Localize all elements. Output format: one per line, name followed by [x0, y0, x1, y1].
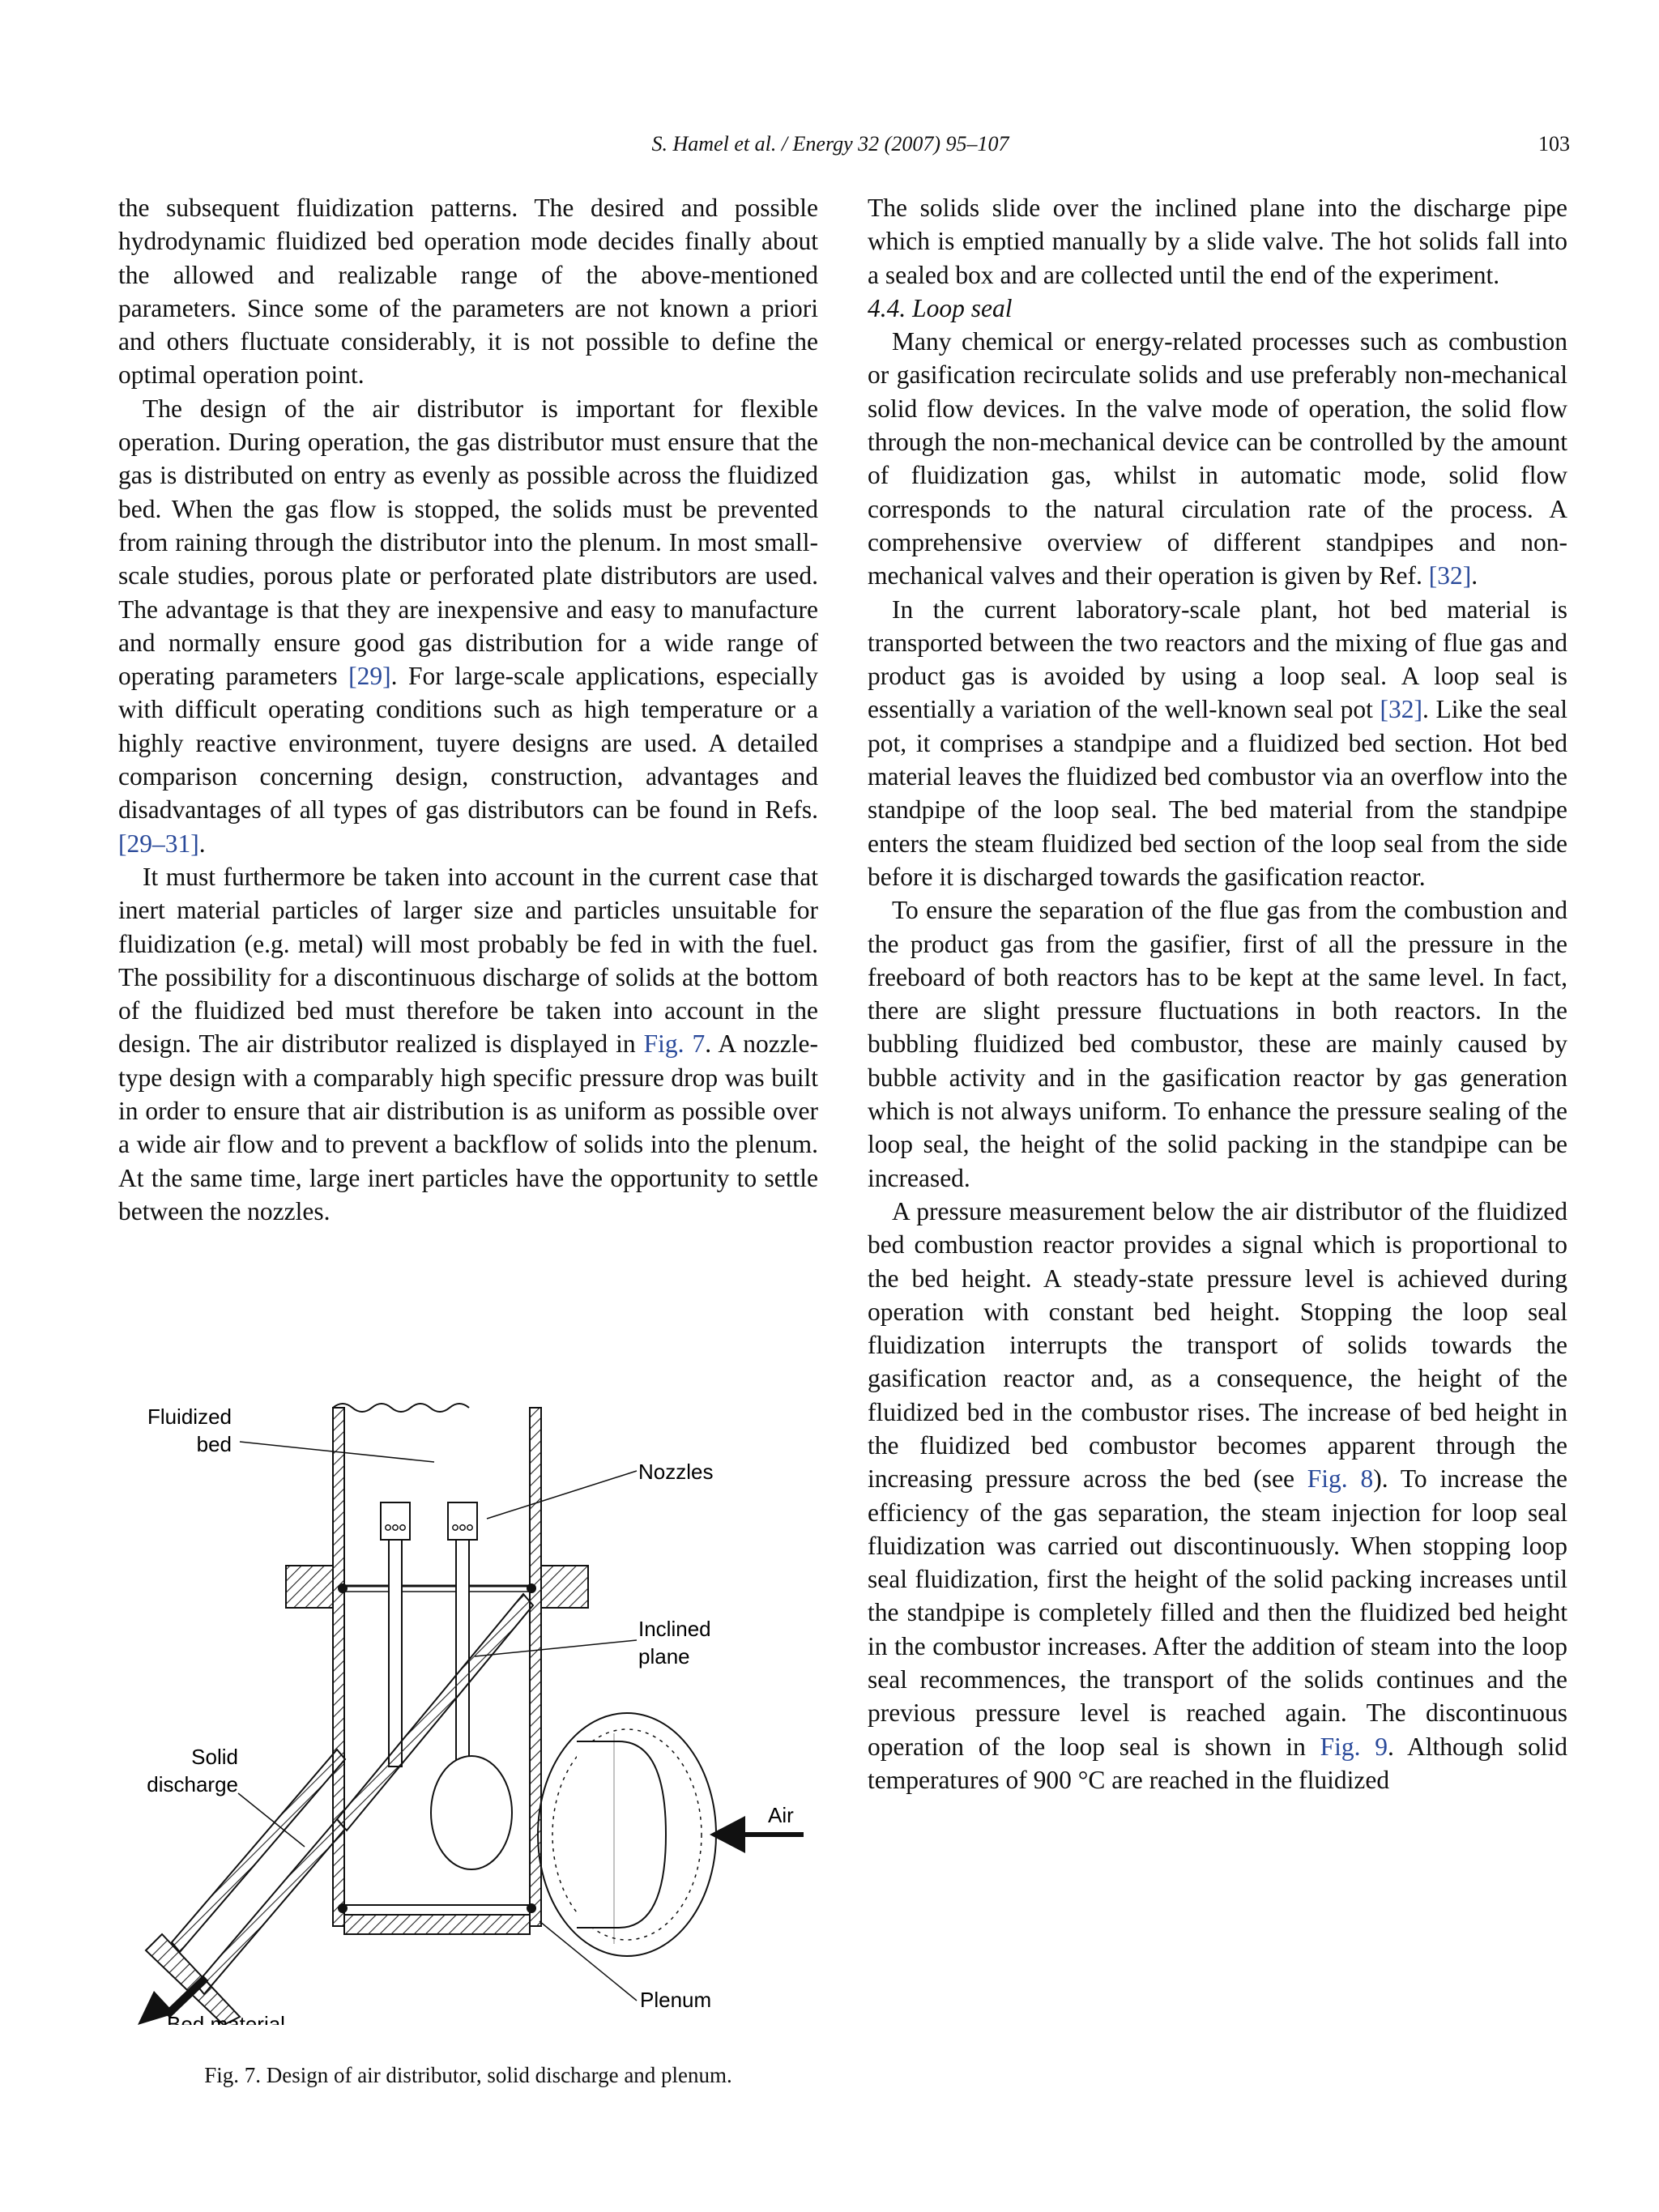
- right-paragraph-5: A pressure measurement below the air distributor of the fluidized bed combustion reactor provides a signal which is proportional to the bed height. A steady-state pressure level is achieved during operation with constant bed height. Stopping the loop seal fluidization interrupts the transport of solids towards the gasification reactor and, as a consequence, the height of the fluidized bed in the combustor rises. The increase of bed height in the fluidized bed combustor becomes apparent through the increasing pressure across the bed (see Fig. 8). To increase the efficiency of the gas separation, the steam injection for loop seal fluidization was carried out discontinuously. When stopping loop seal fluidization, first the height of the solid packing increases until the standpipe is completely filled and then the fluidized bed height in the combustor increases. After the addition of steam into the loop seal recommences, the transport of the solids continues and the previous pressure level is reached again. The discontinuous operation of the loop seal is shown in Fig. 9. Although solid temperatures of 900 °C are reached in the fluidized: [868, 1196, 1567, 1794]
- label-solid: Solid: [191, 1745, 238, 1769]
- page-number: 103: [1538, 132, 1570, 156]
- right-column: [868, 191, 1567, 1796]
- left-reactor-wall: [333, 1408, 344, 1926]
- plenum-floor: [344, 1915, 530, 1934]
- left-column: [118, 191, 818, 1228]
- label-discharge: discharge: [147, 1772, 238, 1796]
- left-paragraph-1: the subsequent fluidization patterns. The desired and possible hydrodynamic fluidized bed operation mode decides finally about the allowed and realizable range of the above-mentioned parameters. Since some of the parameters are not known a priori and others fluctuate considerably, it is not possible to define the optimal operation point.: [118, 194, 818, 390]
- air-distributor-diagram: [118, 1393, 818, 2025]
- label-nozzles: Nozzles: [638, 1460, 714, 1484]
- figure-link[interactable]: Fig. 9: [1320, 1732, 1388, 1761]
- figure-link[interactable]: Fig. 7: [643, 1029, 706, 1059]
- figure-caption: Fig. 7. Design of air distributor, solid discharge and plenum.: [204, 2063, 732, 2087]
- right-paragraph-4: To ensure the separation of the flue gas from the combustion and the product gas from the gasifier, first of all the pressure in the freeboard of both reactors has to be kept at the same level. In fact, there are slight pressure fluctuations in both reactors. In the bubbling fluidized bed combustor, these are mainly caused by bubble activity and in the gasification reactor by gas generation which is not always uniform. To enhance the pressure sealing of the loop seal, the height of the solid packing in the standpipe can be increased.: [868, 896, 1567, 1192]
- section-heading: 4.4. Loop seal: [868, 293, 1013, 322]
- figure-7: [118, 1393, 818, 2025]
- reference-link[interactable]: [29]: [348, 662, 391, 691]
- right-paragraph-1: The solids slide over the inclined plane into the discharge pipe which is emptied manually by a slide valve. The hot solids fall into a sealed box and are collected until the end of the experiment.: [868, 194, 1567, 289]
- reference-link[interactable]: [32]: [1380, 695, 1422, 724]
- left-paragraph-3: It must furthermore be taken into account in the current case that inert material particles of larger size and particles unsuitable for fluidization (e.g. metal) will most probably be fed in with the fuel. The possibility for a discontinuous discharge of solids at the bottom of the fluidized bed must therefore be taken into account in the design. The air distributor realized is displayed in Fig. 7. A nozzle-type design with a comparably high specific pressure drop was built in order to ensure that air distribution is as uniform as possible over a wide air flow and to prevent a backflow of solids into the plenum. At the same time, large inert particles have the opportunity to settle between the nozzles.: [118, 862, 818, 1225]
- label-plane: plane: [638, 1644, 690, 1669]
- reference-link[interactable]: [29–31]: [118, 829, 199, 858]
- label-plenum: Plenum: [640, 1988, 712, 2012]
- right-reactor-wall: [530, 1408, 541, 1926]
- page-header: [0, 128, 1659, 160]
- reference-link[interactable]: [32]: [1428, 561, 1472, 590]
- right-paragraph-3: In the current laboratory-scale plant, hot bed material is transported between the two reactors and the mixing of flue gas and product gas is avoided by using a loop seal. A loop seal is essentially a variation of the well-known seal pot [32]. Like the seal pot, it comprises a standpipe and a fluidized bed section. Hot bed material leaves the fluidized bed combustor via an overflow into the standpipe of the loop seal. The bed material from the standpipe enters the steam fluidized bed section of the loop seal from the side before it is discharged towards the gasification reactor.: [868, 595, 1567, 891]
- right-paragraph-2: Many chemical or energy-related processes such as combustion or gasification recirculate solids and use preferably non-mechanical solid flow devices. In the valve mode of operation, the solid flow through the non-mechanical device can be controlled by the amount of fluidization gas, whilst in automatic mode, solid flow corresponds to the natural circulation rate of the process. A comprehensive overview of different standpipes and non-mechanical valves and their operation is given by Ref. [32].: [868, 327, 1567, 590]
- label-bed-material: Bed material: [167, 2012, 285, 2025]
- nozzle: [381, 1502, 410, 1767]
- label-inclined: Inclined: [638, 1617, 711, 1641]
- label-bed: bed: [196, 1432, 232, 1456]
- left-paragraph-2: The design of the air distributor is important for flexible operation. During operation, the gas distributor must ensure that the gas is distributed on entry as evenly as possible across the fluidized bed. When the gas flow is stopped, the solids must be prevented from raining through the distributor into the plenum. In most small-scale studies, porous plate or perforated plate distributors are used. The advantage is that they are inexpensive and easy to manufacture and normally ensure good gas distribution for a wide range of operating parameters [29]. For large-scale applications, especially with difficult operating conditions such as high temperature or a highly reactive environment, tuyere designs are used. A detailed comparison concerning design, construction, advantages and disadvantages of all types of gas distributors can be found in Refs. [29–31].: [118, 394, 818, 858]
- running-head: S. Hamel et al. / Energy 32 (2007) 95–107: [651, 132, 1009, 156]
- label-air: Air: [768, 1803, 794, 1827]
- figure-link[interactable]: Fig. 8: [1307, 1464, 1374, 1494]
- label-fluidized: Fluidized: [147, 1404, 232, 1429]
